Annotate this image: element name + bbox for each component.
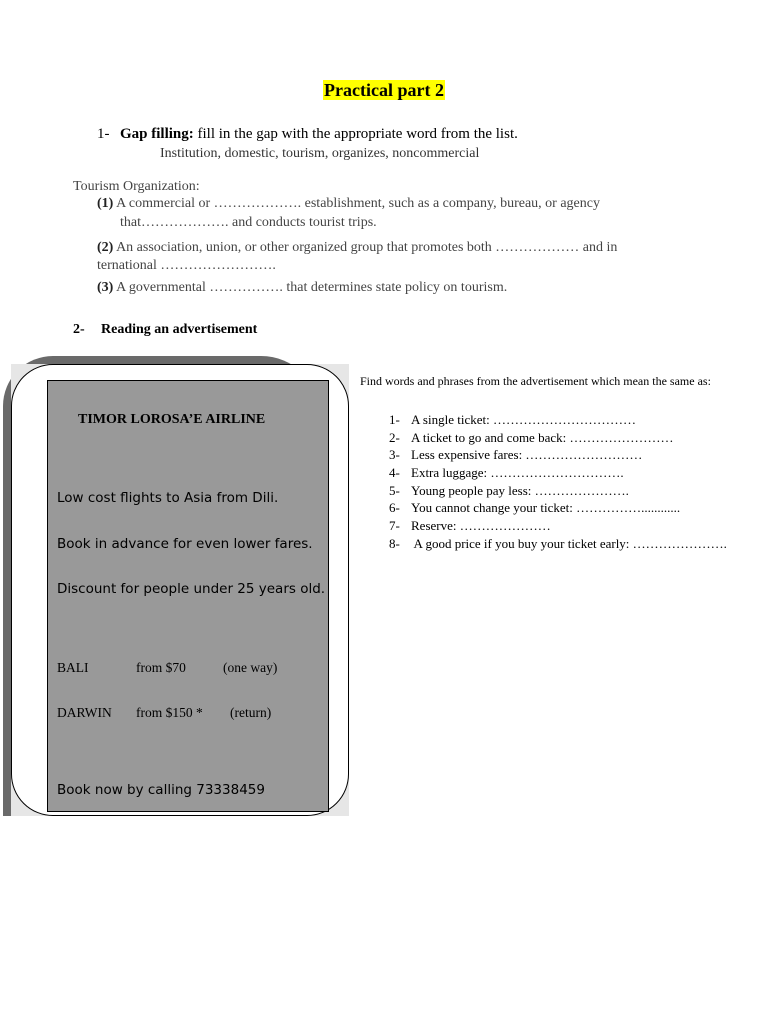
list-item-number: 2- [389,429,400,445]
list-item-number: 5- [389,482,400,498]
list-item-number: 4- [389,465,400,481]
list-item-number: 7- [389,518,400,534]
section1-heading-bold: Gap filling: [120,126,194,142]
gap-item-2-line2: ternational ……………………. [97,258,276,273]
page-title [0,80,768,101]
list-item [389,465,727,483]
list-item [389,500,727,518]
list-item-text: Less expensive fares: ……………………… [411,447,643,463]
list-item [389,430,727,448]
list-item [389,518,727,536]
gap-item-1 [97,196,600,212]
question-list [389,412,727,554]
tourism-org-label: Tourism Organization: [73,179,200,194]
questions-intro: Find words and phrases from the advertisement which mean the same as: [360,374,711,388]
advert-dest-1: BALI [57,660,89,675]
advert-line-3: Discount for people under 25 years old. [57,581,326,597]
list-item-text: Extra luggage: …………………………. [411,465,624,481]
advert-price-2: from $150 * [136,705,203,720]
word-list: Institution, domestic, tourism, organizes, noncommercial [160,146,480,161]
gap-item-1-line2: that………………. and conducts tourist trips. [120,215,377,230]
advert-dest-2: DARWIN [57,705,112,720]
list-item-text: Reserve: ………………… [411,518,551,534]
gap-item-3 [97,280,507,296]
page-title-text: Practical part 2 [324,80,444,100]
gap-item-1-line1: A commercial or ………………. establishment, such as a company, bureau, or agency [116,196,600,211]
section1-number: 1- [97,126,110,142]
gap-item-1-number: (1) [97,196,114,211]
list-item-text: Young people pay less: …………………. [411,482,629,498]
list-item [389,536,727,554]
list-item [389,447,727,465]
gap-item-2-number: (2) [97,240,114,255]
advert-price-1: from $70 [136,660,186,675]
advert-type-1: (one way) [223,660,278,675]
gap-item-2-line1: An association, union, or other organized group that promotes both ……………… and in [116,240,618,255]
list-item-number: 1- [389,412,400,427]
list-item-number: 6- [389,500,400,516]
section2-number: 2- [73,322,85,337]
section1-heading-rest: fill in the gap with the appropriate word from the list. [197,126,518,142]
list-item-text: A ticket to go and come back: …………………… [411,429,674,445]
list-item-text: A single ticket: …………………………… [411,412,636,427]
advert-call: Book now by calling 73338459 [57,782,265,798]
gap-item-2 [97,240,617,256]
section1-heading [120,126,518,143]
gap-item-3-number: (3) [97,280,114,295]
list-item-number: 8- [389,535,400,551]
list-item-text: You cannot change your ticket: ……………............ [411,500,681,516]
list-item [389,412,727,430]
advert-line-2: Book in advance for even lower fares. [57,536,313,552]
advert-line-1: Low cost flights to Asia from Dili. [57,490,279,506]
advert-type-2: (return) [230,705,272,720]
list-item [389,483,727,501]
section2-heading: Reading an advertisement [101,322,258,337]
list-item-text: A good price if you buy your ticket early: …………………. [411,535,727,551]
list-item-number: 3- [389,447,400,463]
advert-airline: TIMOR LOROSA’E AIRLINE [78,412,266,427]
gap-item-3-line1: A governmental ……………. that determines state policy on tourism. [116,280,508,295]
